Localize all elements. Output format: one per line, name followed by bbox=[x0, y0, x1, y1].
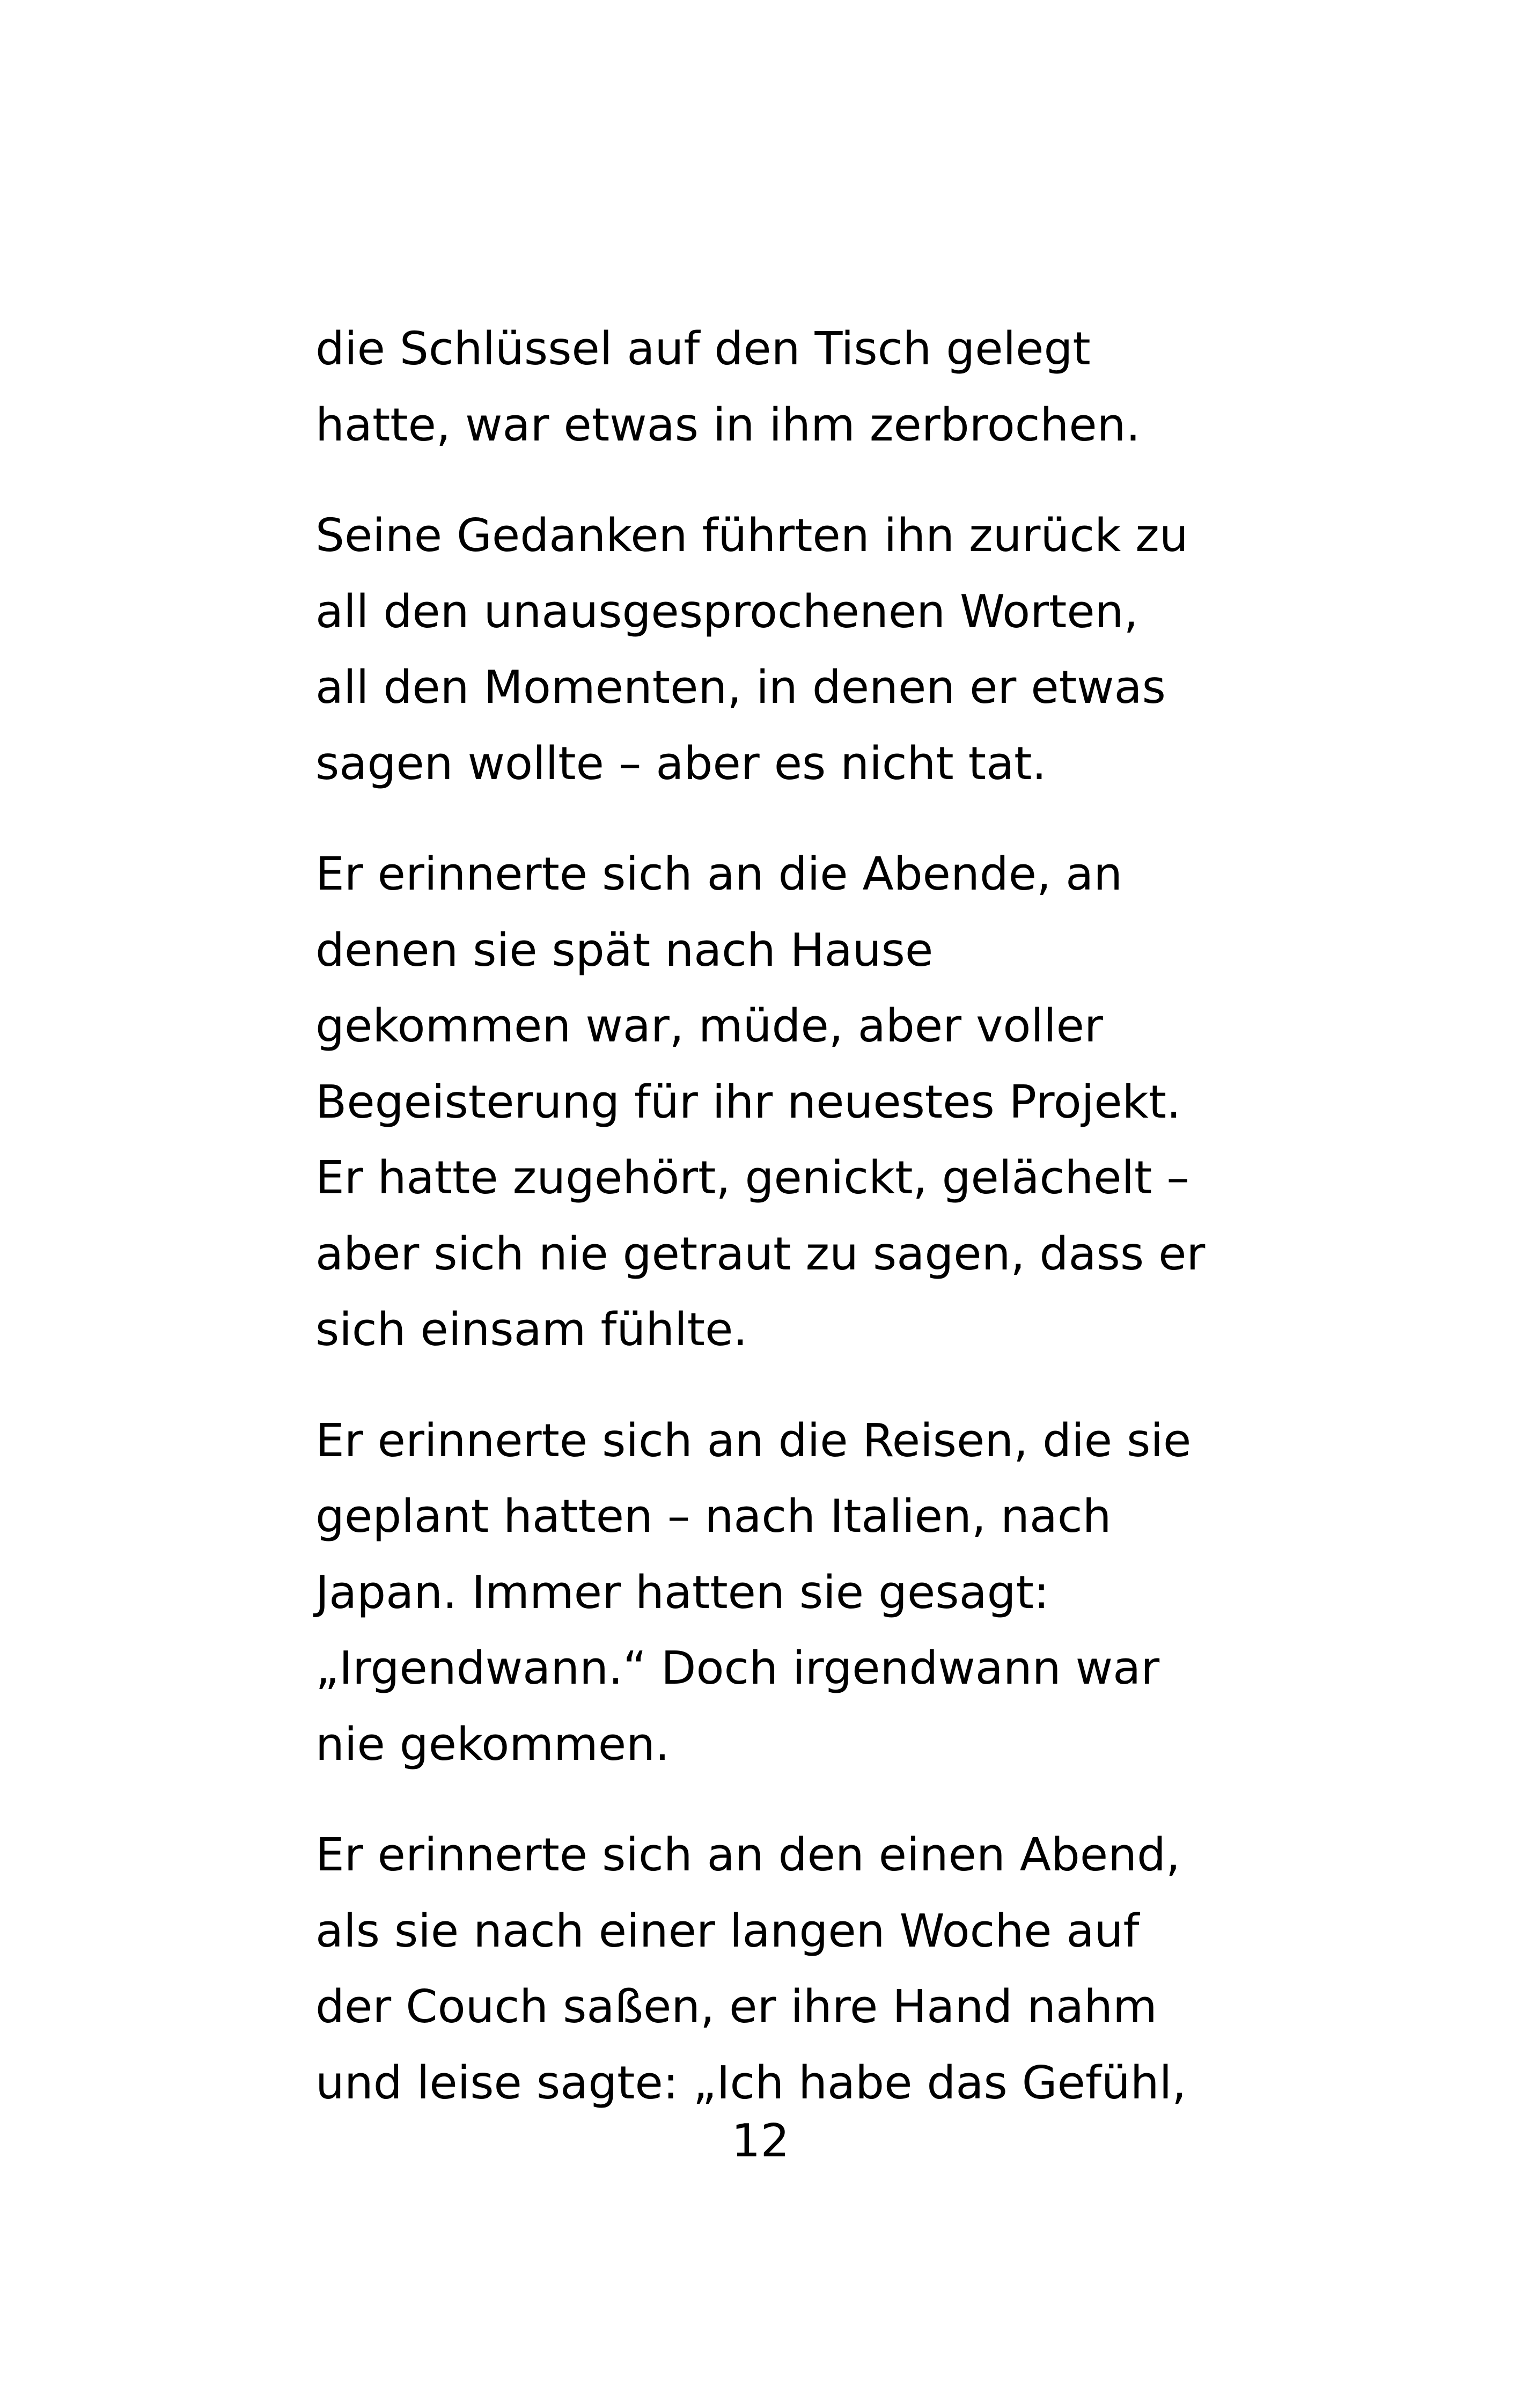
text-line: Japan. Immer hatten sie gesagt: bbox=[315, 1566, 1049, 1619]
text-line: denen sie spät nach Hause bbox=[315, 923, 934, 977]
text-line: und leise sagte: „Ich habe das Gefühl, bbox=[315, 2056, 1187, 2110]
text-line: Er erinnerte sich an die Abende, an bbox=[315, 848, 1123, 901]
body-text bbox=[315, 311, 1228, 2156]
text-line: als sie nach einer langen Woche auf bbox=[315, 1904, 1140, 1958]
paragraph bbox=[315, 311, 1228, 463]
text-line: all den Momenten, in denen er etwas bbox=[315, 661, 1166, 714]
text-line: hatte, war etwas in ihm zerbrochen. bbox=[315, 398, 1141, 452]
text-line: sich einsam fühlte. bbox=[315, 1303, 748, 1356]
text-line: Seine Gedanken führten ihn zurück zu bbox=[315, 509, 1188, 562]
paragraph bbox=[315, 1817, 1228, 2121]
paragraph bbox=[315, 498, 1228, 802]
text-line: „Irgendwann.“ Doch irgendwann war bbox=[315, 1642, 1160, 1695]
text-line: sagen wollte – aber es nicht tat. bbox=[315, 737, 1047, 790]
text-line: die Schlüssel auf den Tisch gelegt bbox=[315, 322, 1091, 376]
paragraph bbox=[315, 836, 1228, 1368]
text-line: Er erinnerte sich an den einen Abend, bbox=[315, 1829, 1181, 1882]
text-line: aber sich nie getraut zu sagen, dass er bbox=[315, 1227, 1206, 1281]
paragraph bbox=[315, 1403, 1228, 1783]
text-line: gekommen war, müde, aber voller bbox=[315, 1000, 1103, 1053]
text-line: der Couch saßen, er ihre Hand nahm bbox=[315, 1980, 1157, 2033]
text-line: nie gekommen. bbox=[315, 1717, 670, 1771]
text-line: all den unausgesprochenen Worten, bbox=[315, 585, 1138, 638]
text-line: Begeisterung für ihr neuestes Projekt. bbox=[315, 1075, 1181, 1129]
page-number: 12 bbox=[731, 2115, 790, 2168]
text-line: geplant hatten – nach Italien, nach bbox=[315, 1490, 1112, 1543]
text-line: Er erinnerte sich an die Reisen, die sie bbox=[315, 1414, 1192, 1467]
text-line: Er hatte zugehört, genickt, gelächelt – bbox=[315, 1151, 1189, 1205]
